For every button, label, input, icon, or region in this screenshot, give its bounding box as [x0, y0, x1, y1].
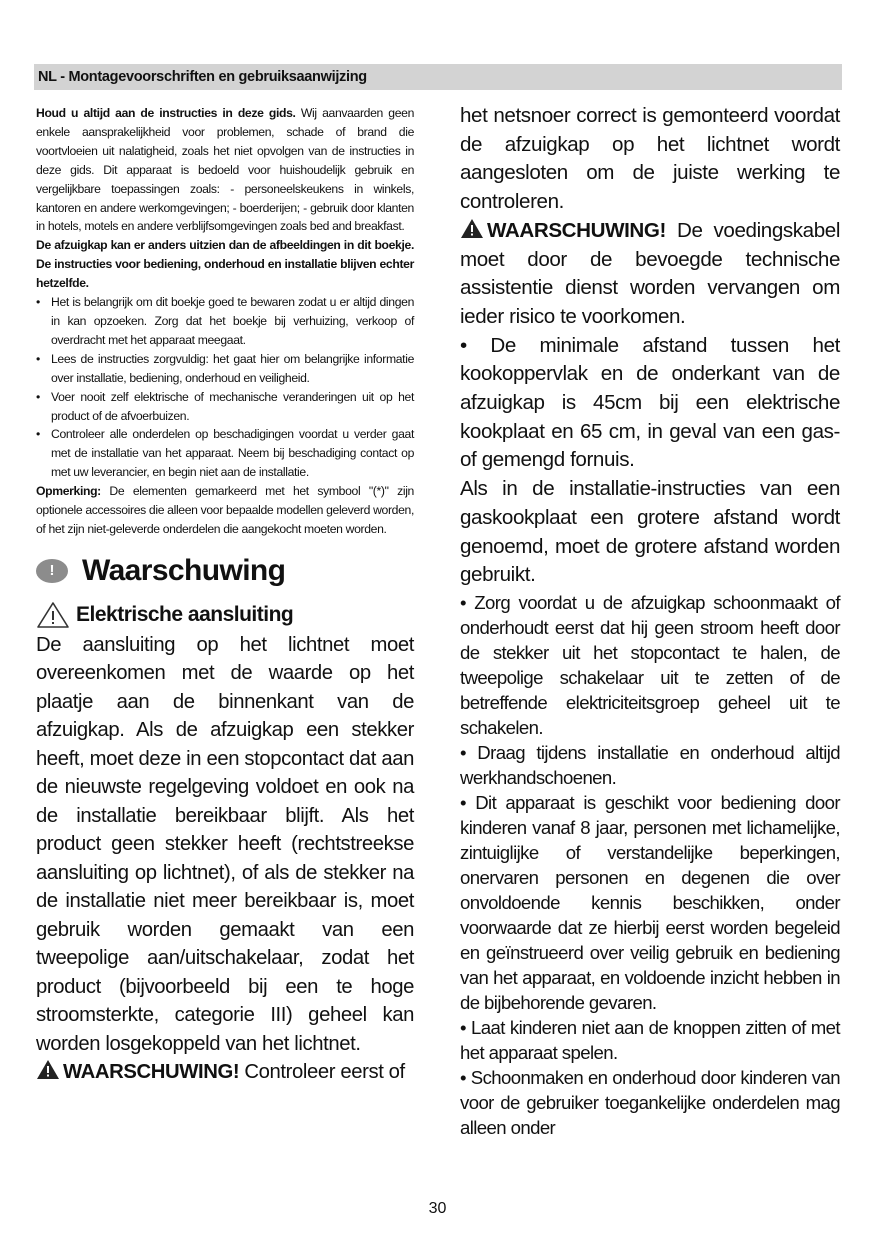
remark-paragraph	[36, 482, 414, 539]
cable-warning-text: De voedingskabel moet door de bevoegde technische assistentie dienst worden vervangen om ieder risico te voorkomen.	[460, 218, 840, 328]
bullet-icon: •	[36, 427, 40, 442]
warning-heading	[36, 551, 414, 591]
gas-paragraph: Als in de installatie-instructies van een gaskookplaat een grotere afstand wordt genoemd, moet de grotere afstand worden gebruikt.	[460, 477, 840, 587]
electrical-warning	[36, 1058, 414, 1087]
intro-text: Wij aanvaarden geen enkele aansprakelijkheid voor problemen, schade of brand die voortvloeien uit nalatigheid, zoals het niet opvolgen van de instructies in deze gids. Dit apparaat is bedoeld voor huishoudelijk gebruik en vergelijkbare toepassingen zoals: - personeelskeukens in winkels, kantoren en andere werkomgevingen; - boerderijen; - gebruik door klanten in hotels, motels en andere verblijfsomgevingen zoals bed and breakfast.	[36, 106, 414, 234]
right-column	[460, 102, 840, 1140]
cable-warning-label: WAARSCHUWING!	[487, 218, 666, 242]
notice-bold: De afzuigkap kan er anders uitzien dan de afbeeldingen in dit boekje. De instructies voor bediening, onderhoud en installatie blijven echter hetzelfde.	[36, 238, 414, 291]
left-column	[36, 104, 414, 1087]
electrical-paragraph: De aansluiting op het lichtnet moet overeenkomen met de waarde op het plaatje aan de binnenkant van de afzuigkap. Als de afzuigkap een stekker heeft, moet deze in een stopcontact dat aan de nieuwste regelgeving voldoet en ook na de installatie bereikbaar blijft. Als het product geen stekker heeft (rechtstreekse aansluiting op lichtnet), of als de stekker na de installatie niet meer bereikbaar is, moet gebruik worden gemaakt van een tweepolige aan/uitschakelaar, zodat het product (bijvoorbeeld bij een te hoge stroomsterkte, categorie III) geheel kan worden losgekoppeld van het lichtnet.	[36, 633, 414, 1055]
warning-circle-icon: !	[36, 559, 68, 583]
intro-paragraph	[36, 104, 414, 236]
electrical-warning-text: Controleer eerst of	[239, 1061, 405, 1084]
notice-paragraph	[36, 236, 414, 293]
remark-label: Opmerking:	[36, 484, 101, 499]
list-item: • Schoonmaken en onderhoud door kinderen van voor de gebruiker toegankelijke onderdelen mag alleen onder	[460, 1066, 840, 1138]
distance-paragraph: • De minimale afstand tussen het kookoppervlak en de onderkant van de afzuigkap is 45cm bij een elektrische kookplaat en 65 cm, in geval van een gas- of gemengd fornuis.	[460, 333, 840, 472]
intro-bold: Houd u altijd aan de instructies in deze gids.	[36, 106, 296, 120]
warning-triangle-outline-icon	[36, 601, 70, 629]
remark-text: De elementen gemarkeerd met het symbool "(*)" zijn optionele accessoires die alleen voor bepaalde modellen geleverd worden, of het zijn niet-geleverde onderdelen die aangekocht moeten worden.	[36, 484, 414, 536]
list-item: • Dit apparaat is geschikt voor bediening door kinderen vanaf 8 jaar, personen met lichamelijke, zintuiglijke of verstandelijke beperkingen, onervaren personen en degenen die over onvoldoende kennis beschikken, onder voorwaarde dat ze hierbij eerst worden begeleid en geïnstrueerd over veilig gebruik en bediening van het apparaat, en voldoende inzicht hebben in de bijbehorende gevaren.	[460, 791, 840, 1013]
continuation-paragraph: het netsnoer correct is gemonteerd voordat de afzuigkap op het lichtnet wordt aangesloten om de juiste werking te controleren.	[460, 104, 840, 214]
list-item: • Lees de instructies zorgvuldig: het gaat hier om belangrijke informatie over installatie, bediening, onderhoud en veiligheid.	[36, 351, 414, 385]
list-item: • Controleer alle onderdelen op beschadigingen voordat u verder gaat met de installatie van het apparaat. Neem bij beschadiging contact op met uw leverancier, en begin niet aan de installatie.	[36, 427, 414, 480]
list-item: • Het is belangrijk om dit boekje goed te bewaren zodat u er altijd dingen in kan opzoeken. Zorg dat het boekje bij verhuizing, verkoop of overdracht met het apparaat meegaat.	[36, 295, 414, 347]
page-header	[34, 64, 842, 90]
bullet-icon: •	[36, 389, 40, 404]
list-item: • Laat kinderen niet aan de knoppen zitten of met het apparaat spelen.	[460, 1016, 840, 1063]
instruction-list	[36, 293, 414, 482]
electrical-heading	[36, 599, 414, 631]
warning-triangle-icon	[36, 1059, 60, 1080]
warning-triangle-icon	[460, 218, 484, 239]
electrical-warning-label: WAARSCHUWING!	[63, 1061, 240, 1084]
list-item: • Draag tijdens installatie en onderhoud altijd werkhandschoenen.	[460, 741, 840, 788]
list-item: • Voer nooit zelf elektrische of mechanische veranderingen uit op het product of de afvoerbuizen.	[36, 389, 414, 423]
cable-warning	[460, 217, 840, 332]
electrical-title: Elektrische aansluiting	[76, 602, 294, 626]
header-title: NL - Montagevoorschriften en gebruiksaanwijzing	[38, 69, 367, 85]
bullet-icon: •	[36, 351, 40, 366]
page-number: 30	[428, 1200, 447, 1217]
list-item: • Zorg voordat u de afzuigkap schoonmaakt of onderhoudt eerst dat hij geen stroom heeft door de stekker uit het stopcontact te halen, de tweepolige schakelaar uit te zetten of de betreffende elektriciteitsgroep geheel uit te schakelen.	[460, 591, 840, 738]
bullet-icon: •	[36, 295, 40, 310]
warning-title: Waarschuwing	[82, 553, 286, 587]
